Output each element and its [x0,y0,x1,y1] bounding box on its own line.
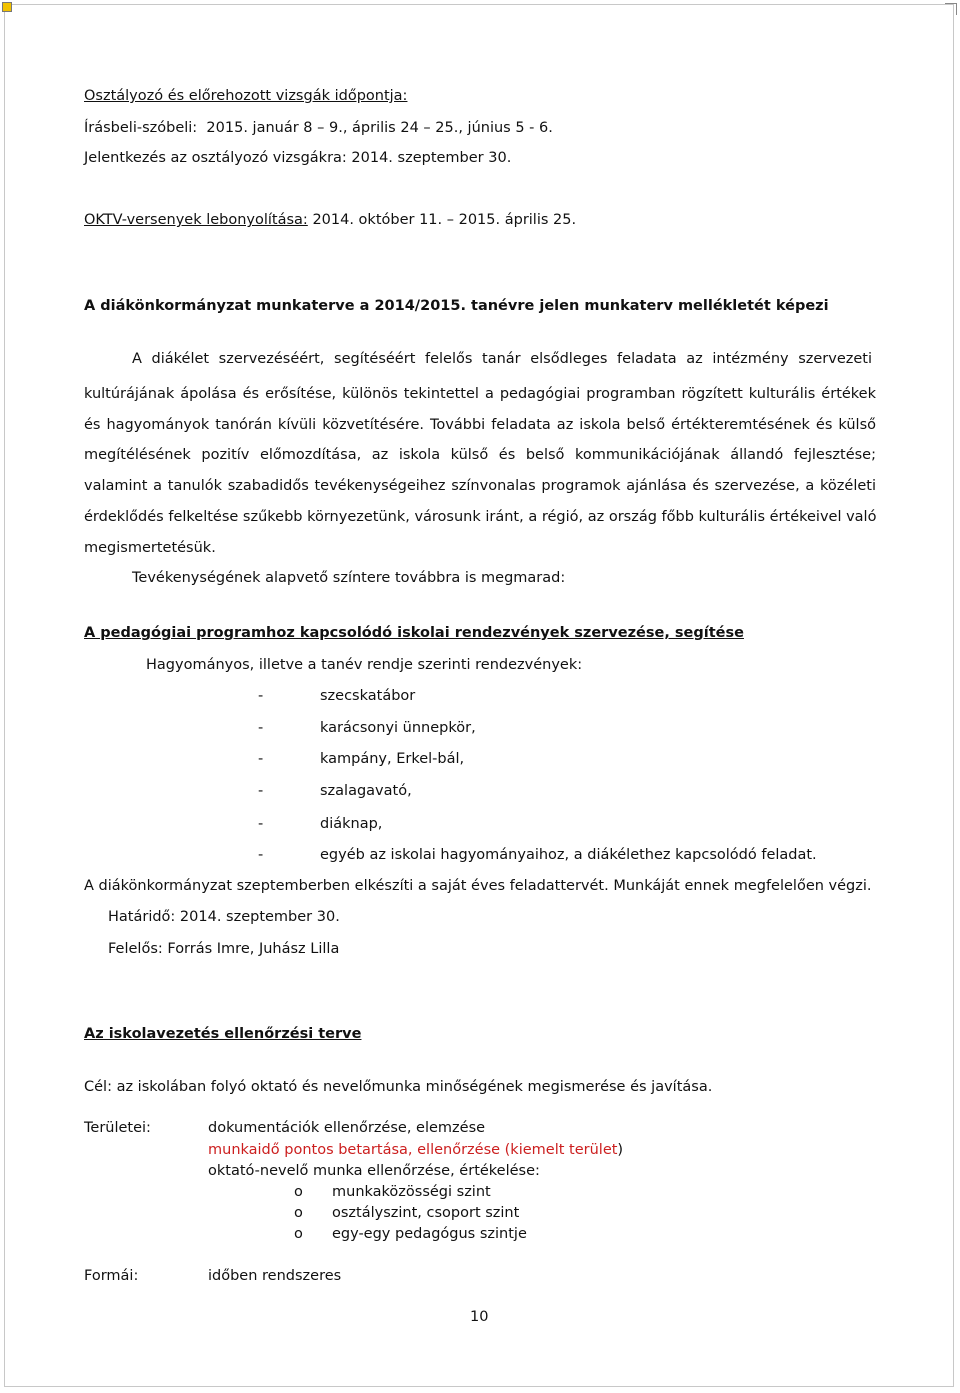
paragraph-line: megítélésének pozitív előmozdítása, az iskola külső és belső kommunikációjának állandó fejlesztése; [84,447,876,463]
forms-label: Formái: [84,1268,139,1284]
areas-label: Területei: [84,1120,151,1136]
area-close-paren: ) [617,1142,624,1158]
plan-note: A diákönkormányzat szeptemberben elkészíti a saját éves feladattervét. Munkáját ennek megfelelően végzi. [84,878,872,894]
area-red-text: munkaidő pontos betartása, ellenőrzése (kiemelt terület [208,1142,618,1158]
paragraph-line: A diákélet szervezéséért, segítéséért felelős tanár elsődleges feladata az intézmény szervezeti [132,351,872,367]
inspection-heading: Az iskolavezetés ellenőrzési terve [84,1026,362,1042]
list-item [258,781,263,801]
oktv-line [84,210,576,230]
event-item: egyéb az iskolai hagyományaihoz, a diákélethez kapcsolódó feladat. [320,847,817,863]
sub-item: munkaközösségi szint [332,1184,491,1200]
deadline-line: Határidő: 2014. szeptember 30. [108,909,340,925]
event-item: diáknap, [320,816,383,832]
event-item: szecskatábor [320,688,416,704]
written-oral-dates: 2015. január 8 – 9., április 24 – 25., június 5 - 6. [206,120,553,136]
bullet: - [258,816,264,832]
forms-value: időben rendszeres [208,1268,342,1284]
area-item: dokumentációk ellenőrzése, elemzése [208,1120,486,1136]
list-item [258,718,263,738]
list-item [258,686,263,706]
bullet: - [258,783,264,799]
area-item-highlighted [208,1140,623,1160]
sub-item: osztályszint, csoport szint [332,1205,520,1221]
page-number: 10 [470,1309,489,1325]
paragraph-line: kultúrájának ápolása és erősítése, különös tekintettel a pedagógiai programban rögzített kulturális értékek [84,386,876,402]
event-item: kampány, Erkel-bál, [320,751,465,767]
main-scene-line: Tevékenységének alapvető színtere továbbra is megmarad: [132,570,566,586]
student-gov-heading: A diákönkormányzat munkaterve a 2014/2015. tanévre jelen munkaterv mellékletét képezi [84,298,829,314]
oktv-dates: 2014. október 11. – 2015. április 25. [312,212,577,228]
sub-item: egy-egy pedagógus szintje [332,1226,527,1242]
sub-bullet: o [294,1205,303,1221]
bullet: - [258,720,264,736]
paragraph-line: érdeklődés felkeltése szűkebb környezetünk, városunk iránt, a régió, az ország főbb kulturális értékeivel való [84,509,877,525]
written-oral-line [84,118,553,138]
paragraph-line: és hagyományok tanórán kívüli közvetítésére. További feladata az iskola belső értékteremtésének és külső [84,417,876,433]
registration-line: Jelentkezés az osztályozó vizsgákra: 2014. szeptember 30. [84,150,512,166]
events-intro: Hagyományos, illetve a tanév rendje szerinti rendezvények: [146,657,583,673]
list-item [258,845,263,865]
events-heading: A pedagógiai programhoz kapcsolódó iskolai rendezvények szervezése, segítése [84,625,744,641]
inspection-goal: Cél: az iskolában folyó oktató és nevelőmunka minőségének megismerése és javítása. [84,1079,713,1095]
page-corner-icon [945,3,957,15]
bullet: - [258,847,264,863]
responsible-line: Felelős: Forrás Imre, Juhász Lilla [108,941,340,957]
sub-bullet: o [294,1226,303,1242]
app-icon [2,2,12,12]
oktv-label: OKTV-versenyek lebonyolítása: [84,212,308,228]
bullet: - [258,688,264,704]
paragraph-line: valamint a tanulók szabadidős tevékenységeihez színvonalas programok ajánlása és szervezése, a közéleti [84,478,876,494]
sub-bullet: o [294,1184,303,1200]
exam-heading: Osztályozó és előrehozott vizsgák időpontja: [84,88,408,104]
paragraph-line: megismertetésük. [84,540,216,556]
written-oral-label: Írásbeli-szóbeli: [84,120,198,136]
bullet: - [258,751,264,767]
list-item [258,814,263,834]
event-item: karácsonyi ünnepkör, [320,720,476,736]
list-item [258,749,263,769]
event-item: szalagavató, [320,783,412,799]
area-item: oktató-nevelő munka ellenőrzése, értékelése: [208,1163,540,1179]
